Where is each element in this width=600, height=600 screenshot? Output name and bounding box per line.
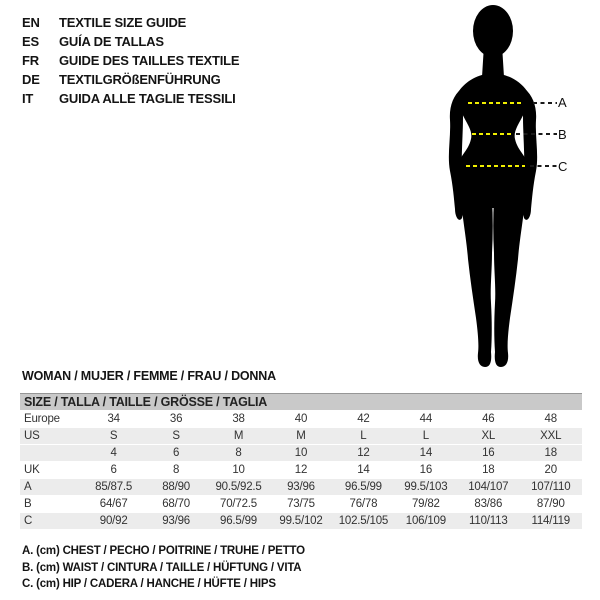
size-cell: L	[395, 428, 457, 445]
table-row	[20, 496, 582, 513]
size-cell: M	[207, 428, 269, 445]
size-cell: 42	[357, 413, 370, 425]
measure-label-waist: B	[558, 127, 567, 142]
language-code: ES	[22, 34, 39, 49]
size-cell: 79/82	[411, 498, 440, 510]
size-cell: S	[82, 428, 144, 445]
language-list	[22, 13, 239, 108]
row-label: C	[20, 513, 82, 530]
size-cell: 107/110	[520, 479, 583, 496]
size-cell: 93/96	[270, 479, 332, 496]
language-label: TEXTILGRÖßENFÜHRUNG	[59, 72, 221, 87]
size-cell: 90.5/92.5	[207, 479, 269, 496]
row-label: A	[20, 479, 82, 496]
size-cell: L	[332, 428, 394, 445]
size-cell: 8	[172, 464, 180, 476]
size-cell: 110/113	[457, 513, 519, 530]
size-cell: S	[145, 428, 207, 445]
size-cell: 99.5/102	[270, 513, 332, 530]
size-cell: 14	[357, 464, 370, 476]
table-row	[20, 513, 582, 530]
size-cell: XL	[457, 428, 519, 445]
language-row	[22, 51, 239, 70]
table-row	[20, 411, 582, 428]
table-row	[20, 479, 582, 496]
size-cell: 68/70	[162, 498, 190, 510]
language-label: GUIDA ALLE TAGLIE TESSILI	[59, 91, 236, 106]
measure-label-chest: A	[558, 95, 567, 110]
woman-silhouette-graphic	[430, 3, 580, 373]
size-cell: M	[270, 428, 332, 445]
size-cell: 10	[270, 445, 332, 462]
size-cell: 44	[419, 413, 433, 425]
language-code: DE	[22, 72, 40, 87]
size-cell: 34	[107, 413, 120, 425]
size-cell: 114/119	[520, 513, 583, 530]
size-cell: 12	[294, 464, 308, 476]
language-label: GUÍA DE TALLAS	[59, 34, 164, 49]
language-code: IT	[22, 91, 34, 106]
measure-label-hip: C	[558, 159, 568, 174]
language-code: EN	[22, 15, 40, 30]
size-cell: 16	[419, 464, 433, 476]
size-cell: 64/67	[99, 498, 128, 510]
woman-silhouette	[449, 5, 537, 367]
size-cell: 40	[294, 413, 308, 425]
size-table-body	[20, 411, 582, 530]
size-cell: 36	[169, 413, 183, 425]
size-cell: 99.5/103	[395, 479, 457, 496]
size-cell: 38	[232, 413, 245, 425]
size-table-header: SIZE / TALLA / TAILLE / GRÖSSE / TAGLIA	[20, 394, 582, 411]
size-cell: 46	[482, 413, 495, 425]
size-cell: 18	[520, 445, 583, 462]
size-table	[20, 393, 582, 530]
size-cell: 96.5/99	[207, 513, 269, 530]
size-cell: 104/107	[457, 479, 519, 496]
size-cell: 6	[145, 445, 207, 462]
size-cell: 20	[544, 464, 557, 476]
size-cell: 106/109	[395, 513, 457, 530]
size-cell: 76/78	[349, 498, 378, 510]
size-cell: 12	[332, 445, 394, 462]
size-cell: 87/90	[536, 498, 565, 510]
size-cell: 10	[232, 464, 245, 476]
size-cell: 16	[457, 445, 519, 462]
size-table-header-row	[20, 394, 582, 411]
language-code: FR	[22, 53, 39, 68]
size-cell: 6	[110, 464, 117, 476]
row-label: UK	[24, 464, 40, 476]
language-row	[22, 32, 239, 51]
size-cell: 70/72.5	[220, 498, 258, 510]
size-cell: 4	[82, 445, 144, 462]
size-cell: 14	[395, 445, 457, 462]
woman-figure	[430, 3, 580, 373]
size-cell: 96.5/99	[332, 479, 394, 496]
language-label: GUIDE DES TAILLES TEXTILE	[59, 53, 240, 68]
legend-line: C. (cm) HIP / CADERA / HANCHE / HÜFTE / HIPS	[22, 578, 276, 590]
row-label: B	[24, 498, 32, 510]
language-row	[22, 70, 239, 89]
section-title: WOMAN / MUJER / FEMME / FRAU / DONNA	[22, 369, 276, 383]
size-cell: 18	[482, 464, 495, 476]
size-cell: 88/90	[145, 479, 207, 496]
table-row	[20, 428, 582, 445]
size-cell: 83/86	[474, 498, 503, 510]
size-cell: XXL	[520, 428, 583, 445]
language-row	[22, 13, 239, 32]
row-label: Europe	[24, 413, 60, 425]
size-cell: 73/75	[287, 498, 315, 510]
language-label: TEXTILE SIZE GUIDE	[59, 15, 187, 30]
row-label	[20, 445, 82, 462]
size-cell: 93/96	[145, 513, 207, 530]
size-cell: 48	[544, 413, 557, 425]
size-cell: 8	[207, 445, 269, 462]
table-row	[20, 462, 582, 479]
legend-line: B. (cm) WAIST / CINTURA / TAILLE / HÜFTUNG / VITA	[22, 561, 302, 574]
size-cell: 102.5/105	[332, 513, 394, 530]
row-label: US	[20, 428, 82, 445]
table-row	[20, 445, 582, 462]
language-row	[22, 89, 239, 108]
size-cell: 85/87.5	[82, 479, 144, 496]
measurement-legend	[22, 545, 305, 595]
size-cell: 90/92	[82, 513, 144, 530]
legend-line: A. (cm) CHEST / PECHO / POITRINE / TRUHE / PETTO	[22, 545, 305, 557]
